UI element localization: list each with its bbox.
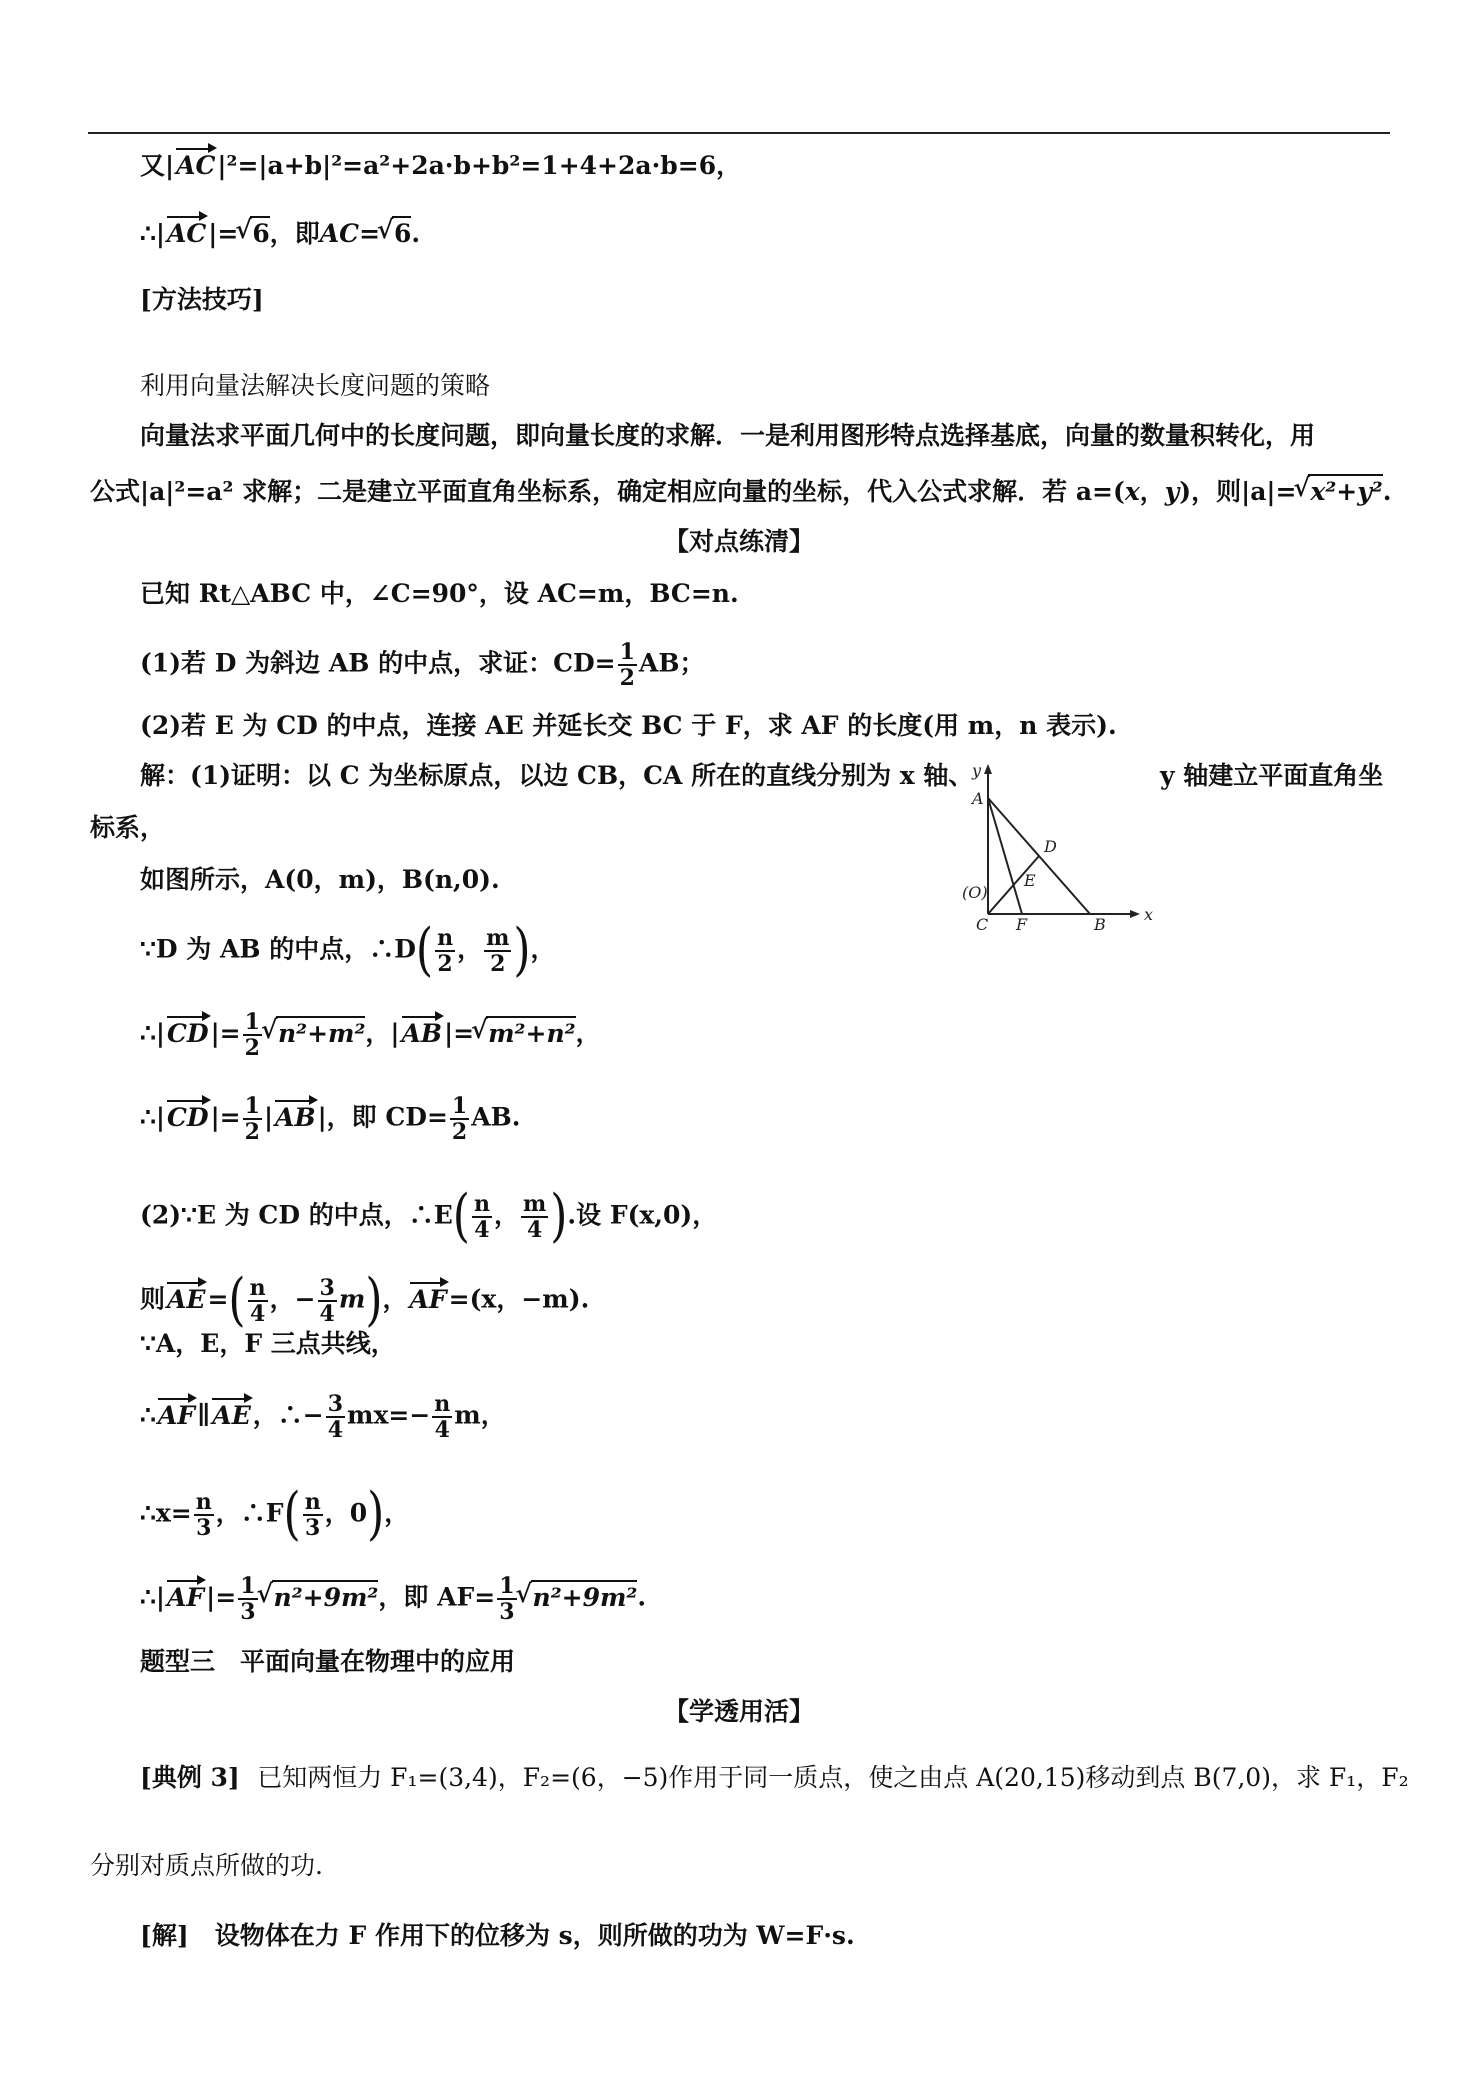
segment-af xyxy=(988,798,1022,914)
denominator: 2 xyxy=(244,1035,260,1061)
numerator: 1 xyxy=(451,1093,468,1119)
example-3-cont: 分别对质点所做的功. xyxy=(90,1851,323,1880)
numerator: n xyxy=(195,1489,212,1515)
text: . xyxy=(1382,477,1392,506)
left-paren: ( xyxy=(452,1183,470,1250)
problem-statement: 已知 Rt△ABC 中，∠C=90°，设 AC=m，BC=n. xyxy=(140,579,739,608)
fraction-m-2 xyxy=(484,926,511,976)
text: (1)若 D 为斜边 AB 的中点，求证：CD= xyxy=(140,648,616,678)
strategy-body-1: 向量法求平面几何中的长度问题，即向量长度的求解．一是利用图形特点选择基底，向量的数量积转化，用 xyxy=(140,421,1316,450)
text: ，| xyxy=(365,1018,400,1048)
cd-length-line xyxy=(140,1010,601,1060)
numerator: n xyxy=(304,1489,321,1515)
numerator: 3 xyxy=(319,1275,335,1301)
text: m， xyxy=(454,1400,506,1430)
text: ， xyxy=(575,1018,601,1048)
solution-label-line xyxy=(140,1920,855,1952)
vector-ac: AC xyxy=(167,219,207,248)
section-three-heading: 题型三 平面向量在物理中的应用 xyxy=(140,1647,516,1676)
label-c: C xyxy=(976,915,989,932)
fraction-1-3 xyxy=(238,1574,257,1624)
text: ， xyxy=(1139,477,1165,506)
cd-half-ab-line xyxy=(140,1094,520,1144)
text: ，∴− xyxy=(252,1400,324,1430)
text: ，即 xyxy=(269,219,320,248)
vector-ab: AB xyxy=(275,1102,316,1132)
sqrt-x2-y2: √ x²+y² xyxy=(1308,474,1382,508)
collinear-line: ∵A，E，F 三点共线， xyxy=(140,1329,396,1358)
denominator: 3 xyxy=(240,1599,256,1625)
text: |= xyxy=(208,219,239,248)
fraction-3-4 xyxy=(326,1392,345,1442)
denominator: 2 xyxy=(490,951,506,977)
text: | xyxy=(263,1102,274,1132)
triangle-coordinate-figure xyxy=(960,762,1160,932)
text: ， xyxy=(384,1498,410,1528)
text: |= xyxy=(210,1102,241,1132)
text: |，即 CD= xyxy=(317,1102,448,1132)
example-3-line xyxy=(140,1762,1409,1794)
label-x: x xyxy=(1144,905,1154,924)
fraction-1-2 xyxy=(450,1094,469,1144)
label-f: F xyxy=(1016,915,1028,932)
vector-ac: AC xyxy=(176,151,216,180)
left-paren: ( xyxy=(283,1481,301,1548)
text: |= xyxy=(206,1582,237,1612)
fraction-1-2 xyxy=(243,1094,262,1144)
text: 则 xyxy=(140,1284,166,1314)
text: AB； xyxy=(638,648,705,678)
line-ac-squared xyxy=(140,150,741,182)
numerator: n xyxy=(473,1191,490,1217)
text: .设 F(x,0)， xyxy=(567,1200,718,1230)
text: x xyxy=(1124,477,1140,506)
numerator: 1 xyxy=(244,1093,260,1119)
sqrt-n2-9m2: √ n²+9m² xyxy=(272,1580,379,1614)
text: ∴| xyxy=(140,1582,165,1612)
label-d: D xyxy=(1044,837,1057,856)
text: mx=− xyxy=(347,1400,431,1430)
learn-heading: 【学透用活】 xyxy=(663,1697,814,1726)
fraction-3-4 xyxy=(318,1276,337,1326)
text: |²=|a+b|²=a²+2a·b+b²=1+4+2a·b=6， xyxy=(217,151,742,180)
text: ∴| xyxy=(140,219,165,248)
midpoint-e-line xyxy=(140,1183,718,1250)
text: 设物体在力 F 作用下的位移为 s，则所做的功为 W=F·s. xyxy=(214,1921,855,1950)
left-paren: ( xyxy=(415,917,434,984)
right-paren: ) xyxy=(550,1183,568,1250)
numerator: 1 xyxy=(499,1573,515,1599)
x-arrow-icon xyxy=(1130,910,1140,918)
sqrt-n2-9m2: √ n²+9m² xyxy=(531,1580,638,1614)
fraction-n-4 xyxy=(248,1276,268,1326)
text: ∵D 为 AB 的中点，∴D xyxy=(140,934,416,964)
example-label: [典例 3] xyxy=(140,1763,240,1792)
denominator: 2 xyxy=(244,1119,260,1145)
denominator: 4 xyxy=(249,1301,266,1327)
denominator: 4 xyxy=(474,1217,490,1243)
numerator: 3 xyxy=(327,1391,344,1417)
fraction-n-3 xyxy=(303,1490,323,1540)
practice-heading: 【对点练清】 xyxy=(663,527,814,556)
denominator: 2 xyxy=(437,951,453,977)
denominator: 4 xyxy=(319,1301,335,1327)
numerator: 1 xyxy=(619,639,635,665)
label-e: E xyxy=(1024,871,1036,890)
vectors-ae-af-line xyxy=(140,1267,590,1334)
fraction-n-2 xyxy=(435,926,455,976)
fraction-m-4 xyxy=(521,1192,548,1242)
vector-af: AF xyxy=(167,1582,205,1612)
fraction-n-4 xyxy=(432,1392,452,1442)
label-b: B xyxy=(1094,915,1106,932)
solution-line-1a: 解：(1)证明：以 C 为坐标原点，以边 CB，CA 所在的直线分别为 x 轴、 xyxy=(140,761,974,790)
text: ，即 AF= xyxy=(378,1582,496,1612)
strategy-body-2 xyxy=(90,474,1391,508)
af-length-line xyxy=(140,1574,646,1624)
line-ac-length xyxy=(140,216,420,250)
denominator: 3 xyxy=(196,1515,212,1541)
denominator: 4 xyxy=(434,1417,450,1443)
text: = xyxy=(207,1284,229,1314)
methods-heading: [方法技巧] xyxy=(140,285,264,314)
text: ，− xyxy=(269,1284,316,1314)
text: ， xyxy=(493,1200,519,1230)
numerator: n xyxy=(249,1275,266,1301)
text: ∥ xyxy=(197,1400,211,1430)
denominator: 3 xyxy=(499,1599,515,1625)
text: m xyxy=(338,1284,366,1314)
vector-ae: AE xyxy=(167,1284,206,1314)
right-paren: ) xyxy=(513,917,531,984)
text: AC xyxy=(319,219,360,248)
text: ， xyxy=(530,934,556,964)
text: AB. xyxy=(471,1102,521,1132)
text: = xyxy=(359,219,381,248)
fraction-n-3 xyxy=(194,1490,214,1540)
label-o: (O) xyxy=(962,883,988,902)
text: |= xyxy=(444,1018,475,1048)
text: (2)∵E 为 CD 的中点，∴E xyxy=(140,1200,453,1230)
right-paren: ) xyxy=(367,1481,385,1548)
vector-ab: AB xyxy=(401,1018,443,1048)
numerator: n xyxy=(434,1391,451,1417)
vector-cd: CD xyxy=(167,1102,209,1132)
sqrt-m2-n2: √ m²+n² xyxy=(486,1016,575,1050)
vector-af: AF xyxy=(409,1284,447,1314)
text: ，∴F xyxy=(215,1498,284,1528)
text: ∴x= xyxy=(140,1498,192,1528)
sqrt-6: √ 6 xyxy=(250,216,269,250)
text: 公式|a|²=a² 求解；二是建立平面直角坐标系，确定相应向量的坐标，代入公式求解．若 a=( xyxy=(90,477,1125,506)
text: ∴| xyxy=(140,1102,165,1132)
numerator: 1 xyxy=(240,1573,256,1599)
vector-cd: CD xyxy=(167,1018,209,1048)
text: y xyxy=(1164,477,1180,506)
solution-line-3: 如图所示，A(0，m)，B(n,0). xyxy=(140,865,500,894)
fraction-1-2 xyxy=(618,640,637,690)
denominator: 2 xyxy=(619,665,635,691)
text: ，0 xyxy=(324,1498,368,1528)
label-y: y xyxy=(972,762,982,780)
y-arrow-icon xyxy=(984,764,992,774)
text: )，则|a|= xyxy=(1179,477,1297,506)
x-value-line xyxy=(140,1481,410,1548)
solution-line-1b: y 轴建立平面直角坐 xyxy=(1160,761,1384,790)
denominator: 3 xyxy=(305,1515,321,1541)
denominator: 4 xyxy=(526,1217,543,1243)
text: . xyxy=(637,1582,647,1612)
text: ， xyxy=(382,1284,408,1314)
solution-line-2: 标系， xyxy=(90,813,166,842)
numerator: m xyxy=(486,925,510,951)
numerator: n xyxy=(437,925,454,951)
text: ， xyxy=(457,934,483,964)
solution-label: [解] xyxy=(140,1921,189,1950)
text: 已知两恒力 F₁=(3,4)，F₂=(6，−5)作用于同一质点，使之由点 A(20,15)移动到点 B(7,0)，求 F₁，F₂ xyxy=(257,1763,1409,1792)
numerator: 1 xyxy=(244,1009,260,1035)
midpoint-d-line xyxy=(140,917,556,984)
right-paren: ) xyxy=(365,1267,383,1334)
left-paren: ( xyxy=(228,1267,246,1334)
parallel-line xyxy=(140,1392,506,1442)
strategy-title: 利用向量法解决长度问题的策略 xyxy=(140,371,491,400)
fraction-n-4 xyxy=(472,1192,492,1242)
label-a: A xyxy=(972,789,984,808)
text: ∴ xyxy=(140,1400,156,1430)
header-rule xyxy=(88,132,1390,134)
text: 又| xyxy=(140,151,175,180)
text: =(x，−m). xyxy=(448,1284,590,1314)
numerator: m xyxy=(522,1191,547,1217)
text: ∴| xyxy=(140,1018,165,1048)
text: . xyxy=(411,219,421,248)
denominator: 4 xyxy=(327,1417,344,1443)
vector-af: AF xyxy=(157,1400,196,1430)
sqrt-6: √ 6 xyxy=(392,216,411,250)
denominator: 2 xyxy=(451,1119,468,1145)
problem-part-2: (2)若 E 为 CD 的中点，连接 AE 并延长交 BC 于 F，求 AF 的长度(用 m，n 表示). xyxy=(140,711,1117,740)
problem-part-1 xyxy=(140,640,704,690)
text: |= xyxy=(210,1018,241,1048)
vector-ae: AE xyxy=(212,1400,251,1430)
fraction-1-3 xyxy=(497,1574,516,1624)
sqrt-n2-m2: √ n²+m² xyxy=(276,1016,365,1050)
fraction-1-2 xyxy=(243,1010,262,1060)
